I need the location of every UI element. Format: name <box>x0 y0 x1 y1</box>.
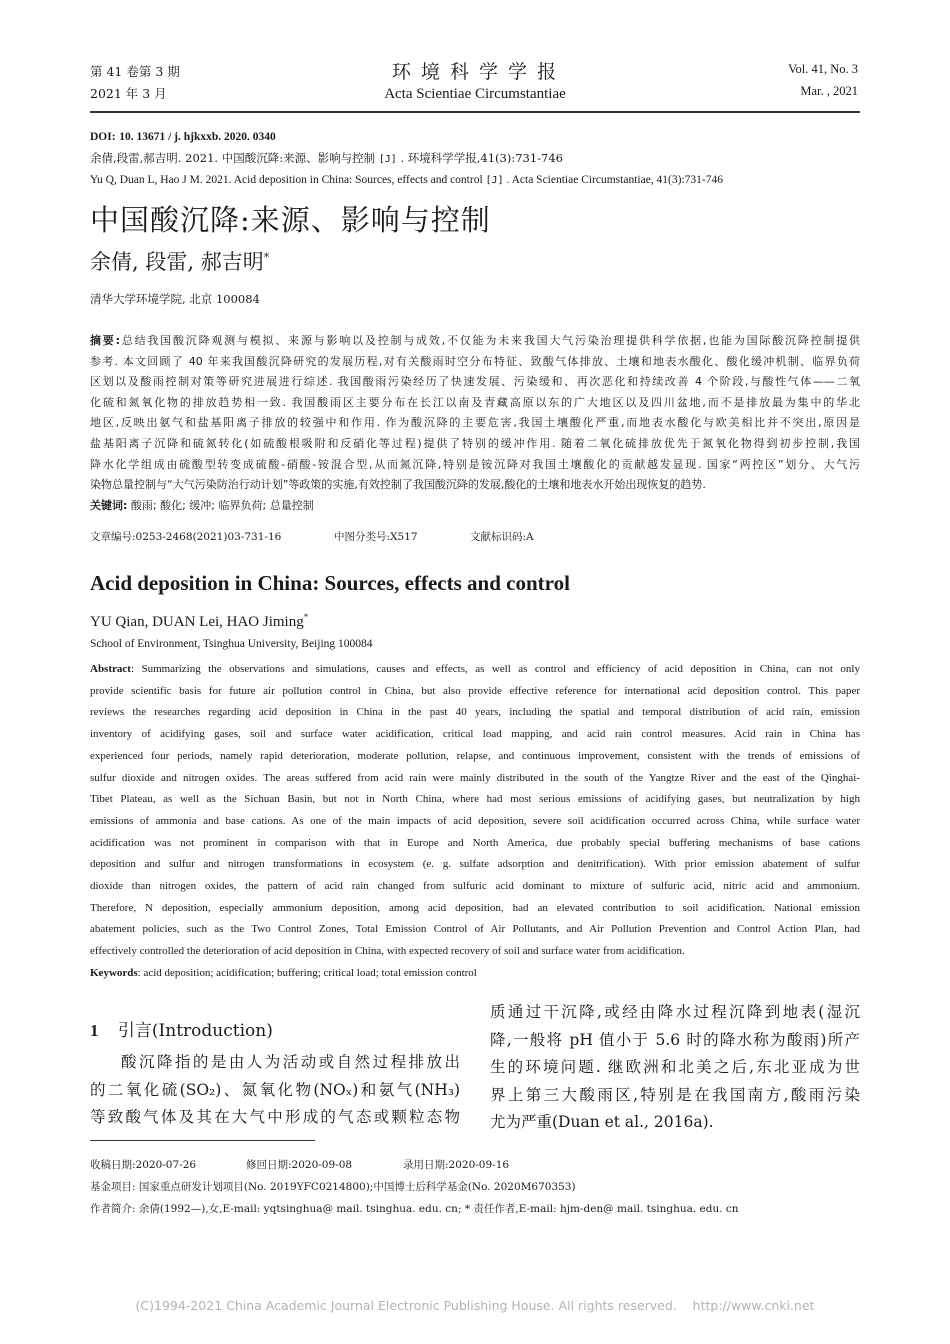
header-rule <box>90 111 860 113</box>
section-title: 引言(Introduction) <box>117 1021 273 1041</box>
citation-en-source: . Acta Scientiae Circumstantiae, 41(3):731-746 <box>506 174 723 186</box>
abstract-cn <box>90 331 860 516</box>
citation-cn-text: 余倩,段雷,郝吉明. 2021. 中国酸沉降:来源、影响与控制 <box>90 151 376 165</box>
cnki-watermark: (C)1994-2021 China Academic Journal Electronic Publishing House. All rights reserved. http://www.cnki.net <box>135 1298 815 1313</box>
article-number: 文章编号:0253-2468(2021)03-731-16 <box>90 531 282 543</box>
abstract-en-line: effectively controlled the deterioration of acid deposition in China, with expected recovery of soil and surface water from acidification. <box>90 945 685 958</box>
doi-label: DOI: <box>90 131 116 143</box>
body-line: 尤为严重(Duan et al., 2016a). <box>490 1113 714 1131</box>
abstract-en-line: dioxide than nitrogen oxides, the pattern of acid rain changed from sulfuric acid dominant to mixture of sulfuric acid, nitric acid and ammonium. <box>90 880 860 893</box>
abstract-en-line: deposition and sulfur and nitrogen transformations in ecosystem (e. g. sulfate adsorption and denitrification). With prior emission abatement of sulfur <box>90 858 860 871</box>
header-date-en: Mar. , 2021 <box>800 84 858 98</box>
abstract-en-line: inventory of acidifying gases, soil and surface water acidification, critical load mapping, and acid rain control measures. Acid rain in China has <box>90 728 860 741</box>
body-left-column <box>90 1049 460 1132</box>
abstract-en-line: emissions of ammonia and base cations. As one of the main impacts of acid deposition, severe soil acidification occurred across China, while surface water <box>90 814 860 827</box>
keywords-cn <box>90 496 860 517</box>
abstract-cn-line: 区划以及酸雨控制对策等研究进展进行综述. 我国酸雨污染经历了快速发展、污染缓和、再次恶化和持续改善 4 个阶段,与酸性气体——二氧 <box>90 375 860 389</box>
classification-number: 中图分类号:X517 <box>334 531 418 543</box>
header-volume-en: Vol. 41, No. 3 <box>788 62 858 76</box>
abstract-en-line: reviews the researches regarding acid deposition in China in the past 40 years, including the spatial and temporal distribution of acid rain, emission <box>90 706 860 719</box>
citation-cn <box>90 150 563 168</box>
abstract-en-line: sulfur dioxide and nitrogen oxides. The areas suffered from acid rain were mainly distributed in the south of the Yangtze River and the east of the Qinghai- <box>90 771 860 784</box>
abstract-en-line: acidification was not prominent in comparison with that in Europe and North America, due probably special buffering mechanisms of base cations <box>90 836 860 849</box>
date-received: 收稿日期:2020-07-26 <box>90 1159 197 1171</box>
abstract-en-line: Abstract: Summarizing the observations and simulations, causes and effects, as well as control and efficiency of acid deposition in China, can not only <box>90 663 860 675</box>
corresponding-mark-en: * <box>303 612 309 622</box>
abstract-cn-line: 染物总量控制与“大气污染防治行动计划”等政策的实施,有效控制了我国酸沉降的发展,酸化的土壤和地表水开始出现恢复的趋势. <box>90 478 706 492</box>
citation-en-text: Yu Q, Duan L, Hao J M. 2021. Acid deposition in China: Sources, effects and control <box>90 174 483 186</box>
corresponding-mark-cn: * <box>263 251 270 264</box>
paper-title-cn: 中国酸沉降:来源、影响与控制 <box>90 203 491 237</box>
keywords-en-label: Keywords <box>90 966 138 979</box>
journal-title-en: Acta Scientiae Circumstantiae <box>384 86 566 102</box>
affiliation-en: School of Environment, Tsinghua University, Beijing 100084 <box>90 638 373 650</box>
author-info: 作者简介: 余倩(1992—),女,E-mail: yqtsinghua@ mail. tsinghua. edu. cn; * 责任作者,E-mail: hjm-den@ mail. tsinghua. edu. cn <box>90 1203 739 1215</box>
keywords-cn-label: 关键词: <box>90 498 128 512</box>
body-line: 的二氧化硫(SO₂)、氮氧化物(NOₓ)和氨气(NH₃) <box>90 1080 460 1099</box>
abstract-en-line: Therefore, N deposition, especially ammonium deposition, among acid deposition, had an elevated contribution to soil acidification. National emission <box>90 901 860 914</box>
body-line: 降,一般将 pH 值小于 5.6 时的降水称为酸雨)所产 <box>490 1030 860 1049</box>
abstract-cn-line: 地区,反映出氨气和盐基阳离子排放的较强中和作用. 作为酸沉降的主要危害,我国土壤酸化严重,而地表水酸化与欧美相比并不突出,原因是 <box>90 416 860 430</box>
document-code: 文献标识码:A <box>470 531 534 543</box>
citation-en-mark: [J] <box>485 175 504 186</box>
authors-cn-names: 余倩, 段雷, 郝吉明 <box>90 250 264 274</box>
abstract-cn-line: 化硫和氮氧化物的排放趋势相一致. 我国酸雨区主要分布在长江以南及青藏高原以东的广大地区以及四川盆地,而不是排放最为集中的华北 <box>90 395 860 409</box>
abstract-cn-line: 盐基阳离子沉降和硫氮转化(如硫酸根吸附和反硝化等过程)提供了特别的缓冲作用. 随着二氧化硫排放优先于氮氧化物得到初步控制,我国 <box>90 436 860 450</box>
abstract-en-line: abatement policies, such as the Two Control Zones, Total Emission Control of Air Pollutants, and Air Pollution Prevention and Control Action Plan, had <box>90 923 860 936</box>
citation-cn-mark: [J] <box>378 154 397 165</box>
abstract-en-line: provide scientific basis for future air pollution control in China, but also provide effective reference for international acid deposition control. This paper <box>90 684 860 697</box>
citation-cn-source: . 环境科学学报,41(3):731-746 <box>400 151 564 165</box>
date-accepted: 录用日期:2020-09-16 <box>403 1159 510 1171</box>
abstract-en <box>90 659 860 985</box>
date-revised: 修回日期:2020-09-08 <box>246 1159 353 1171</box>
body-line: 酸沉降指的是由人为活动或自然过程排放出 <box>121 1053 460 1071</box>
keywords-cn-text: 酸雨; 酸化; 缓冲; 临界负荷; 总量控制 <box>130 498 314 512</box>
header-date-cn: 2021 年 3 月 <box>90 86 167 101</box>
doi-value[interactable]: 10. 13671 / j. hjkxxb. 2020. 0340 <box>119 131 276 143</box>
journal-title-cn: 环 境 科 学 学 报 <box>391 61 559 83</box>
abstract-cn-line: 参考. 本文回顾了 40 年来我国酸沉降研究的发展历程,对有关酸雨时空分布特征、致酸气体排放、土壤和地表水酸化、酸化缓冲机制、临界负荷 <box>90 354 860 368</box>
fund-info: 基金项目: 国家重点研发计划项目(No. 2019YFC0214800);中国博士后科学基金(No. 2020M670353) <box>90 1181 576 1193</box>
paper-title-en: Acid deposition in China: Sources, effects and control <box>90 571 570 595</box>
body-line: 质通过干沉降,或经由降水过程沉降到地表(湿沉 <box>490 1003 860 1021</box>
abstract-cn-label: 摘要: <box>90 334 120 347</box>
abstract-en-label: Abstract <box>90 663 131 675</box>
body-line: 生的环境问题. 继欧洲和北美之后,东北亚成为世 <box>490 1058 860 1076</box>
abstract-en-line: Tibet Plateau, as well as the Sichuan Basin, but not in North China, where had most serious emissions of acidifying gases, but neutralization by high <box>90 793 860 806</box>
authors-en <box>90 612 308 631</box>
abstract-cn-line: 降水化学组成由硫酸型转变成硫酸-硝酸-铵混合型,从而氮沉降,特别是铵沉降对我国土壤酸化的贡献越发显现. 国家“两控区”划分、大气污 <box>90 457 860 471</box>
authors-en-names: YU Qian, DUAN Lei, HAO Jiming <box>90 614 304 630</box>
abstract-cn-line: 摘要:总结我国酸沉降观测与模拟、来源与影响以及控制与成效,不仅能为未来我国大气污染治理提供科学依据,也能为国际酸沉降控制提供 <box>90 334 860 347</box>
body-line: 等致酸气体及其在大气中形成的气态或颗粒态物 <box>90 1108 460 1126</box>
body-right-column <box>490 999 860 1137</box>
section-heading <box>90 1016 273 1041</box>
abstract-en-line: experienced four periods, namely rapid deterioration, moderate pollution, relapse, and continuous improvement, consistent with the trends of emissions of <box>90 749 860 762</box>
footnote-rule <box>90 1140 315 1141</box>
keywords-en <box>90 963 860 985</box>
header-volume-cn: 第 41 卷第 3 期 <box>90 64 180 79</box>
section-number: 1 <box>90 1021 99 1040</box>
body-line: 界上第三大酸雨区,特别是在我国南方,酸雨污染 <box>490 1085 860 1104</box>
doi-line <box>90 128 276 145</box>
affiliation-cn: 清华大学环境学院, 北京 100084 <box>90 292 260 306</box>
authors-cn <box>90 246 269 276</box>
citation-en <box>90 172 723 189</box>
keywords-en-text: : acid deposition; acidification; buffering; critical load; total emission control <box>137 966 477 979</box>
